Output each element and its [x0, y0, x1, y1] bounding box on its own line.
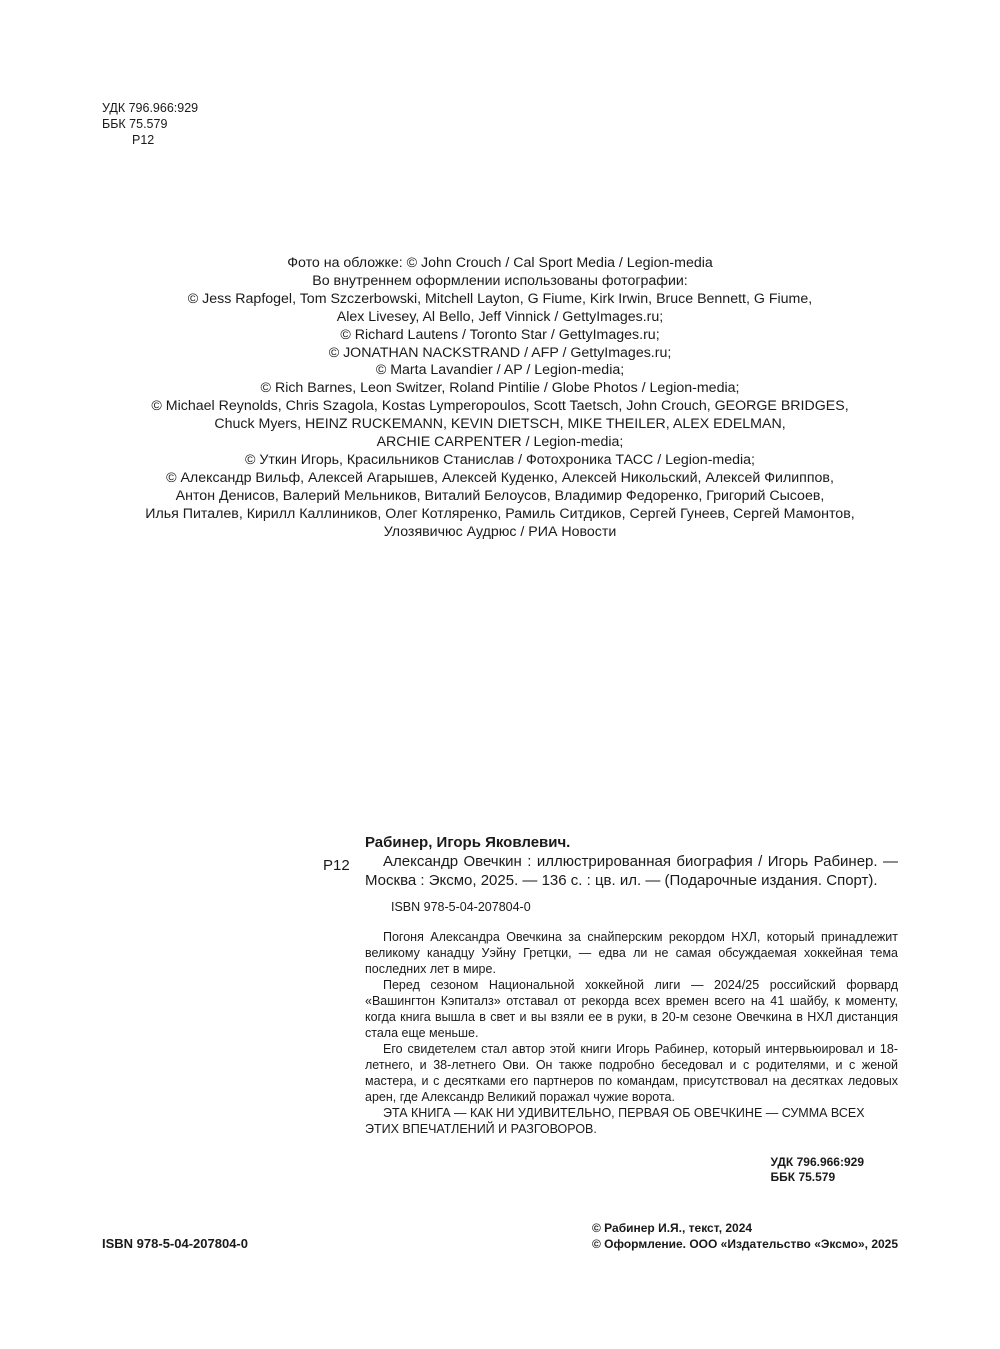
- annotation: [365, 929, 898, 1137]
- annotation-paragraph: ЭТА КНИГА — КАК НИ УДИВИТЕЛЬНО, ПЕРВАЯ ОБ ОВЕЧКИНЕ — СУММА ВСЕХ ЭТИХ ВПЕЧАТЛЕНИЙ И РАЗГОВОРОВ.: [365, 1106, 865, 1136]
- credit-line: © Rich Barnes, Leon Switzer, Roland Pintilie / Globe Photos / Legion-media;: [260, 380, 740, 397]
- annotation-paragraph: Погоня Александра Овечкина за снайперским рекордом НХЛ, который принадлежит великому канадцу Уэйну Гретцки, — едва ли не самая обсуждаемая хоккейная тема последних лет в мире.: [365, 930, 898, 976]
- bbk-code: ББК 75.579: [102, 117, 168, 131]
- credit-line: ARCHIE CARPENTER / Legion-media;: [376, 434, 624, 451]
- footer-isbn: ISBN 978-5-04-207804-0: [102, 1236, 248, 1251]
- credit-line: Илья Питалев, Кирилл Каллиников, Олег Котляренко, Рамиль Ситдиков, Сергей Гунеев, Сергей Мамонтов,: [145, 505, 855, 522]
- credit-line: © Michael Reynolds, Chris Szagola, Kostas Lymperopoulos, Scott Taetsch, John Crouch, GEORGE BRIDGES,: [151, 398, 849, 415]
- photo-credits: [100, 255, 900, 542]
- credit-line: Во внутреннем оформлении использованы фотографии:: [312, 272, 688, 289]
- classification-block: [102, 100, 198, 148]
- credit-line: Chuck Myers, HEINZ RUCKEMANN, KEVIN DIETSCH, MIKE THEILER, ALEX EDELMAN,: [214, 416, 786, 433]
- author-heading: Рабинер, Игорь Яковлевич.: [365, 834, 571, 851]
- record-classification: [771, 1155, 864, 1185]
- record-bbk: ББК 75.579: [770, 1170, 836, 1184]
- record-udk: УДК 796.966:929: [770, 1155, 864, 1169]
- credit-line: © Richard Lautens / Toronto Star / GettyImages.ru;: [340, 326, 660, 343]
- credit-line: Антон Денисов, Валерий Мельников, Виталий Белоусов, Владимир Федоренко, Григорий Сысоев,: [175, 487, 825, 504]
- credit-line: © Marta Lavandier / AP / Legion-media;: [375, 362, 625, 379]
- annotation-paragraph: Его свидетелем стал автор этой книги Игорь Рабинер, который интервьюировал и 18-летнего, и 38-летнего Ови. Он также подробно беседовал и с родителями, и с женой мастера, и с десятками его партнеров по командам, присутствовал на десятках ледовых арен, где Александр Великий поражал чужие ворота.: [365, 1042, 898, 1104]
- copyright-design: © Оформление. ООО «Издательство «Эксмо», 2025: [592, 1237, 899, 1251]
- credit-line: Alex Livesey, Al Bello, Jeff Vinnick / GettyImages.ru;: [336, 308, 664, 325]
- credit-line: © JONATHAN NACKSTRAND / AFP / GettyImages.ru;: [328, 344, 672, 361]
- copyright-block: [592, 1220, 898, 1252]
- bibliographic-record: [365, 833, 898, 1137]
- record-description: Александр Овечкин : иллюстрированная биография / Игорь Рабинер. — Москва : Эксмо, 2025. — 136 с. : цв. ил. — (Подарочные издания. Спорт).: [365, 853, 898, 889]
- biblio-author-sign: Р12: [323, 857, 350, 874]
- credit-line: Фото на обложке: © John Crouch / Cal Sport Media / Legion-media: [287, 255, 713, 271]
- credit-line: © Александр Вильф, Алексей Агарышев, Алексей Куденко, Алексей Никольский, Алексей Филиппов,: [166, 469, 834, 486]
- udk-code: УДК 796.966:929: [102, 101, 199, 115]
- record-isbn: ISBN 978-5-04-207804-0: [391, 900, 531, 914]
- copyright-text: © Рабинер И.Я., текст, 2024: [592, 1221, 753, 1235]
- credit-line: © Jess Rapfogel, Tom Szczerbowski, Mitchell Layton, G Fiume, Kirk Irwin, Bruce Bennett, G Fiume,: [187, 290, 813, 307]
- credit-line: Улозявичюс Аудрюс / РИА Новости: [383, 523, 617, 540]
- credit-line: © Уткин Игорь, Красильников Станислав / Фотохроника ТАСС / Legion-media;: [244, 451, 755, 468]
- annotation-paragraph: Перед сезоном Национальной хоккейной лиги — 2024/25 российский форвард «Вашингтон Кэпиталз» отставал от рекорда всех времен всего на 41 шайбу, к моменту, когда книга вышла в свет и вы взяли ее в руки, в 20-м сезоне Овечкина в НХЛ дистанция стала еще меньше.: [365, 978, 898, 1040]
- author-sign: Р12: [132, 133, 155, 147]
